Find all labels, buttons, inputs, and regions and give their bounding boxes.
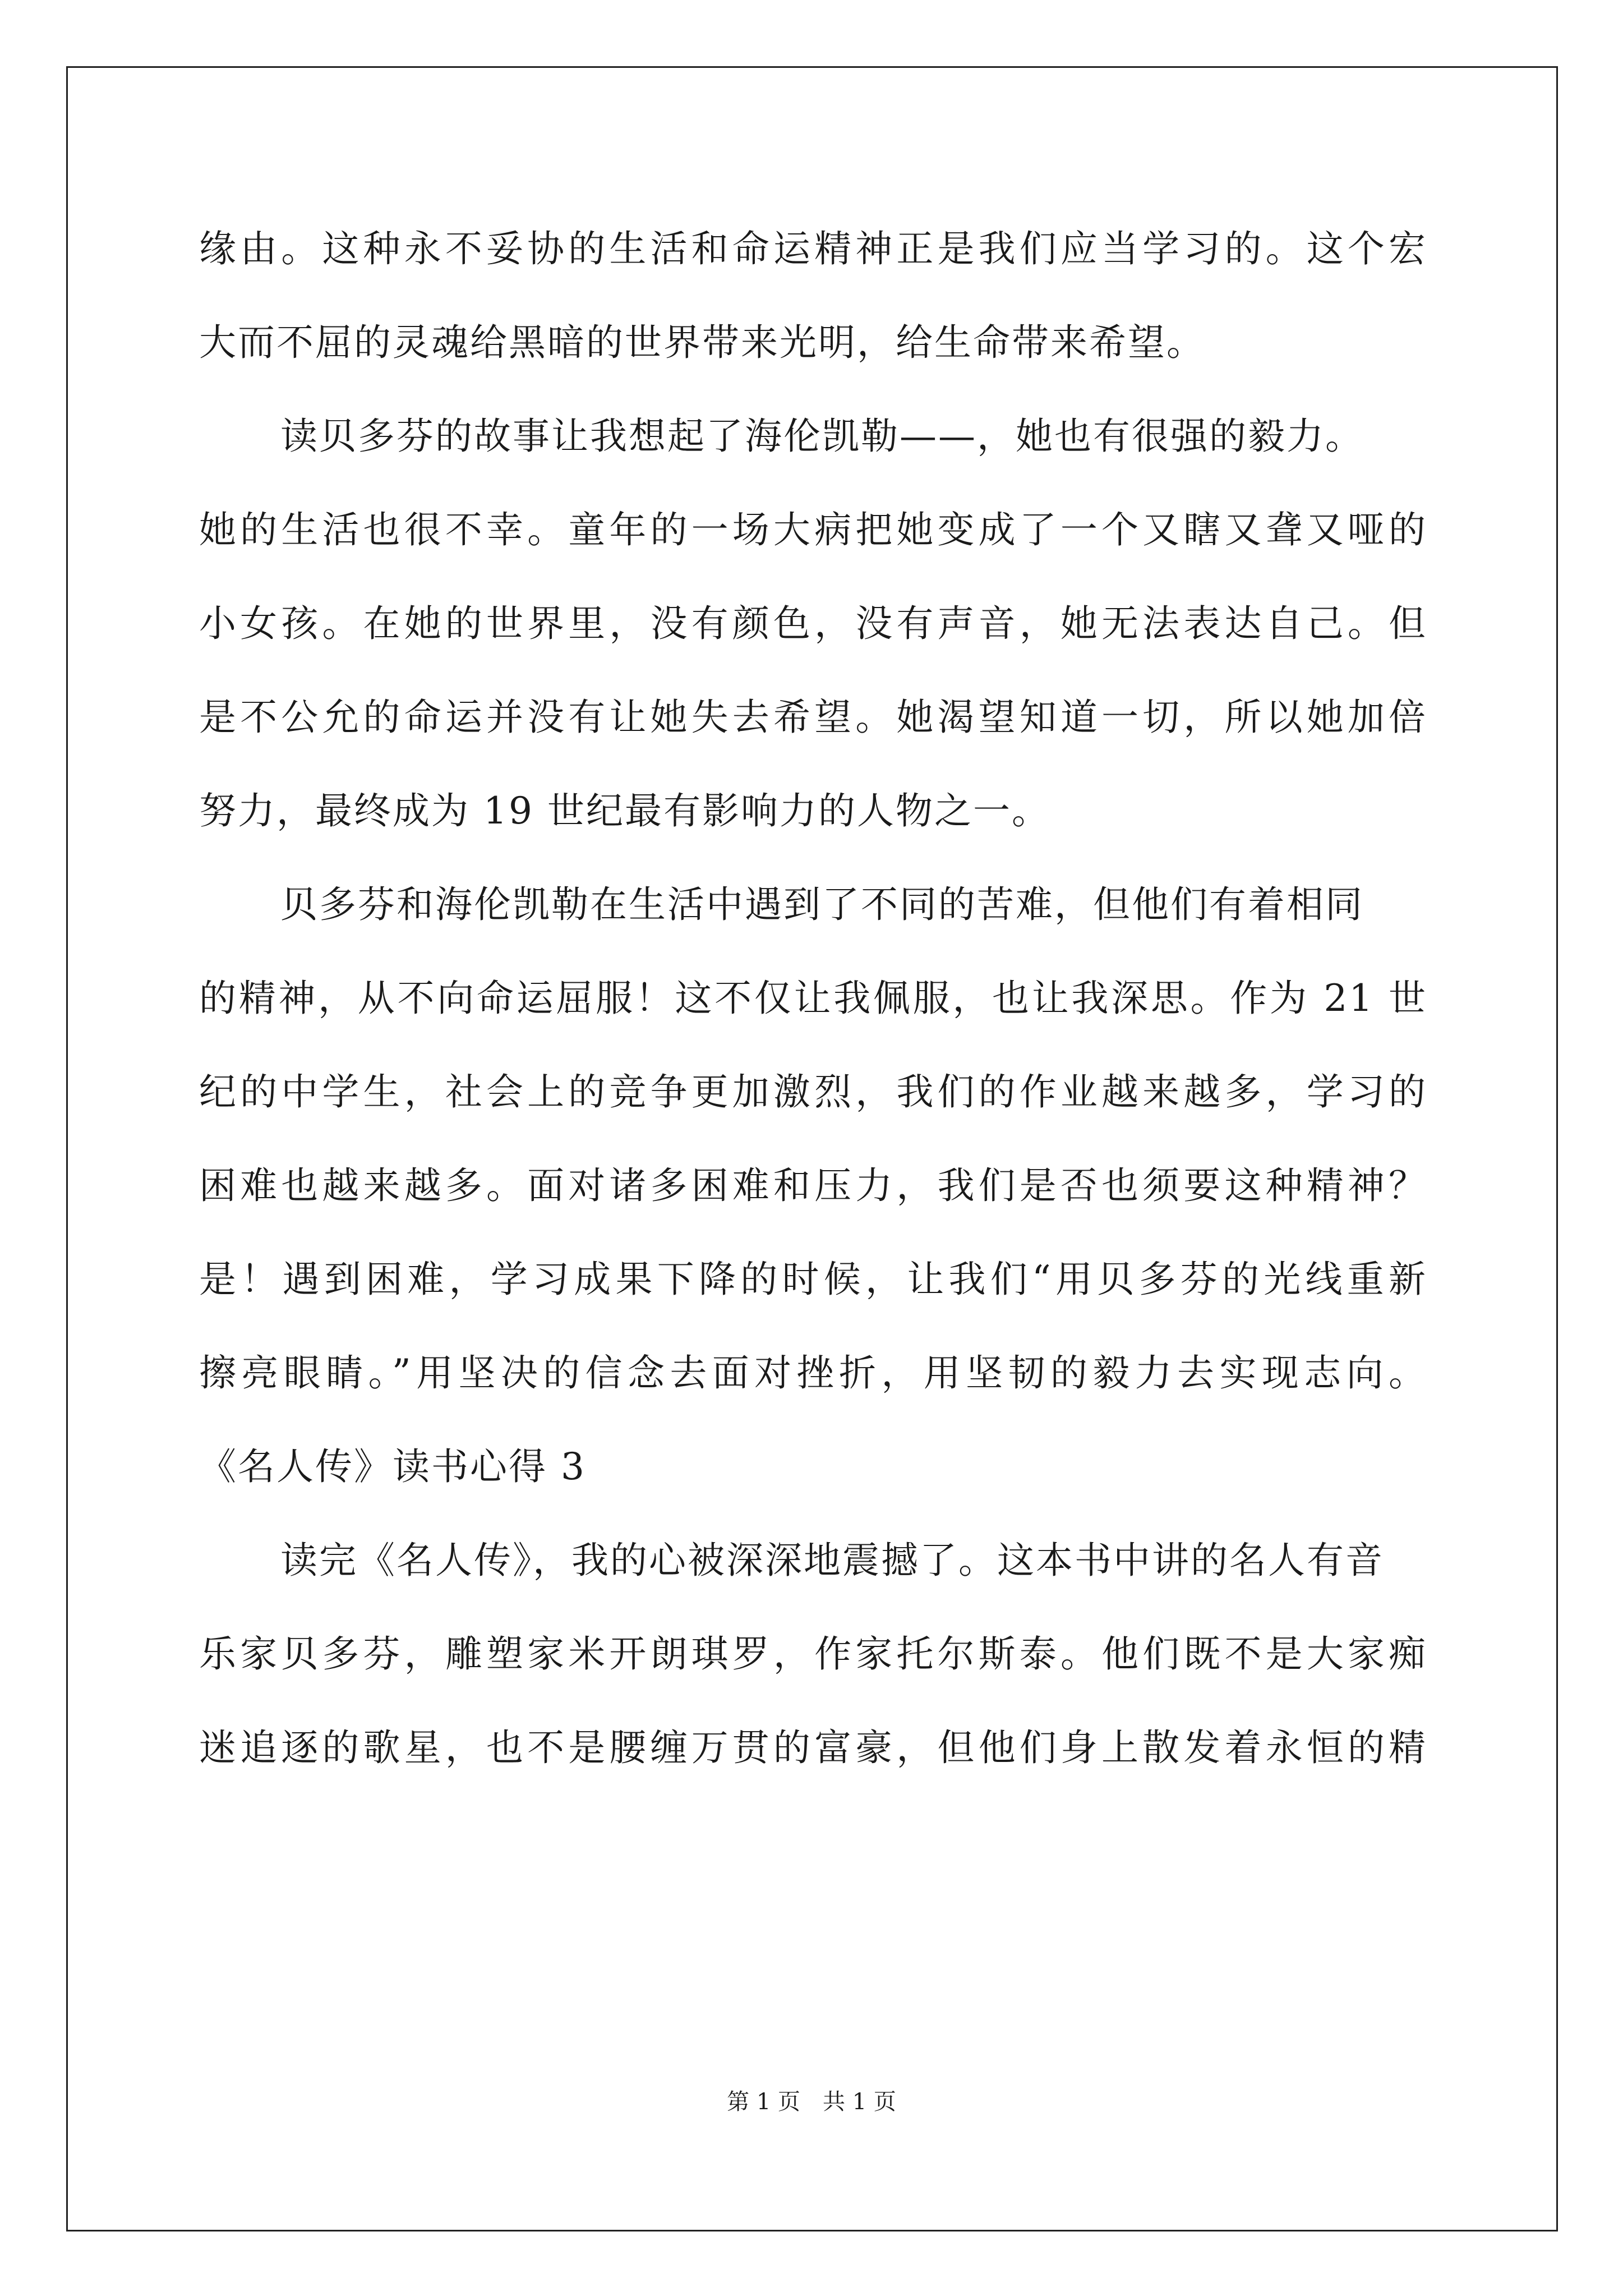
text-line-10: 纪的中学生，社会上的竞争更加激烈，我们的作业越来越多，学习的 [199, 1070, 1427, 1114]
text-line-3: 读贝多芬的故事让我想起了海伦凯勒——，她也有很强的毅力。 [280, 415, 1364, 458]
text-line-16: 乐家贝多芬，雕塑家米开朗琪罗，作家托尔斯泰。他们既不是大家痴 [199, 1632, 1427, 1676]
text-line-4: 她的生活也很不幸。童年的一场大病把她变成了一个又瞎又聋又哑的 [199, 508, 1427, 551]
text-line-2: 大而不屈的灵魂给黑暗的世界带来光明，给生命带来希望。 [199, 321, 1205, 364]
text-line-6: 是不公允的命运并没有让她失去希望。她渴望知道一切，所以她加倍 [199, 696, 1427, 739]
text-line-7: 努力，最终成为 19 世纪最有影响力的人物之一。 [199, 789, 1050, 832]
text-line-13: 擦亮眼睛。”用坚决的信念去面对挫折，用坚韧的毅力去实现志向。 [199, 1351, 1427, 1395]
text-line-9: 的精神，从不向命运屈服！这不仅让我佩服，也让我深思。作为 21 世 [199, 977, 1427, 1020]
text-line-15: 读完《名人传》，我的心被深深地震撼了。这本书中讲的名人有音 [280, 1539, 1384, 1582]
document-body [199, 202, 1427, 1795]
text-line-5: 小女孩。在她的世界里，没有颜色，没有声音，她无法表达自己。但 [199, 602, 1427, 645]
text-line-11: 困难也越来越多。面对诸多困难和压力，我们是否也须要这种精神？ [199, 1164, 1427, 1207]
text-line-1: 缘由。这种永不妥协的生活和命运精神正是我们应当学习的。这个宏 [199, 227, 1427, 270]
text-line-12: 是！遇到困难，学习成果下降的时候，让我们“用贝多芬的光线重新 [199, 1258, 1427, 1301]
text-line-8: 贝多芬和海伦凯勒在生活中遇到了不同的苦难，但他们有着相同 [280, 883, 1364, 926]
section-heading: 《名人传》读书心得 3 [199, 1445, 586, 1488]
text-line-17: 迷追逐的歌星，也不是腰缠万贯的富豪，但他们身上散发着永恒的精 [199, 1726, 1427, 1769]
page-number-footer: 第 1 页 共 1 页 [727, 2089, 896, 2115]
